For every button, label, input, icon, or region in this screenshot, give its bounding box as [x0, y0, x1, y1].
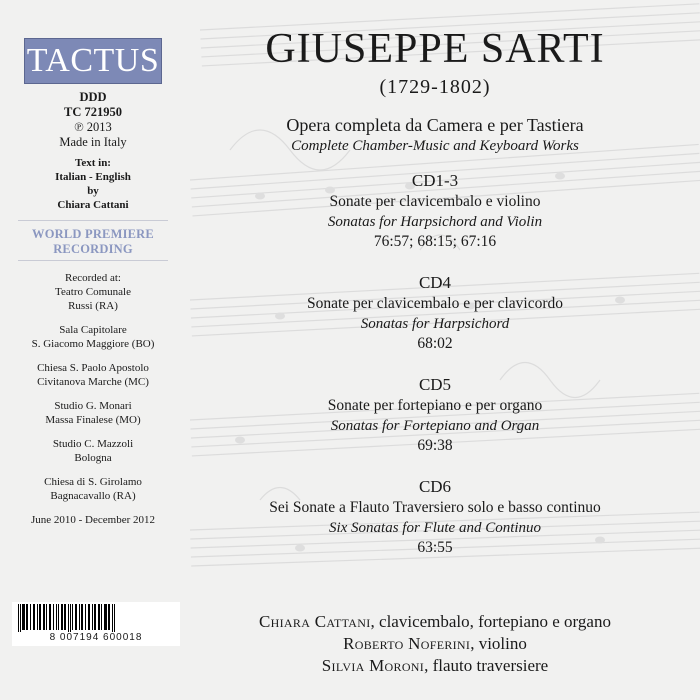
- performer: [180, 633, 690, 655]
- cd-description-english: Sonatas for Fortepiano and Organ: [330, 418, 540, 434]
- barcode-bar: [72, 604, 73, 630]
- venue-item: [10, 399, 176, 427]
- main-content: [180, 26, 690, 558]
- cd-description-english: Sonatas for Harpsichord: [360, 316, 510, 332]
- venue-item: [10, 437, 176, 465]
- performer-role: , clavicembalo, fortepiano e organo: [370, 612, 611, 631]
- venue-item: [10, 271, 176, 313]
- ddd-label: DDD: [79, 90, 107, 104]
- venue-line: Chiesa S. Paolo Apostolo: [37, 362, 149, 374]
- tactus-logo: TACTUS: [24, 38, 162, 84]
- barcode-bar: [18, 604, 19, 632]
- phonogram-copyright: ℗ 2013: [74, 120, 112, 134]
- text-author: Chiara Cattani: [57, 199, 129, 211]
- venue-line: Russi (RA): [68, 300, 118, 312]
- barcode-bar: [112, 604, 113, 632]
- venue-line: Civitanova Marche (MC): [37, 376, 149, 388]
- barcode-bar: [75, 604, 77, 630]
- performer: [180, 655, 690, 677]
- by-label: by: [87, 185, 99, 197]
- venue-line: Chiesa di S. Girolamo: [44, 476, 142, 488]
- venue-line: Sala Capitolare: [59, 324, 127, 336]
- performer-role: , flauto traversiere: [424, 656, 549, 675]
- barcode-bar: [81, 604, 83, 630]
- venue-line: Massa Finalese (MO): [45, 414, 141, 426]
- cd-duration: 68:02: [417, 335, 453, 352]
- venue-item: [10, 361, 176, 389]
- performer-role: , violino: [470, 634, 527, 653]
- barcode-bar: [104, 604, 107, 630]
- venue-line: Studio C. Mazzoli: [52, 438, 134, 450]
- barcode-bar: [53, 604, 54, 630]
- barcode: [12, 602, 180, 646]
- recording-venues: [10, 271, 176, 503]
- cd-description-italian: Sonate per clavicembalo e violino: [329, 193, 541, 210]
- venue-line: Bagnacavallo (RA): [50, 490, 136, 502]
- cd-title: CD5: [418, 375, 452, 394]
- text-languages: Italian - English: [55, 171, 131, 183]
- composer-dates: (1729-1802): [379, 76, 491, 98]
- barcode-bar: [58, 604, 59, 630]
- cd-description-italian: Sonate per fortepiano e per organo: [327, 397, 543, 414]
- cd-title: CD1-3: [411, 171, 459, 190]
- barcode-bar: [20, 604, 21, 632]
- venue-line: S. Giacomo Maggiore (BO): [31, 338, 155, 350]
- cd-description-english: Sonatas for Harpsichord and Violin: [327, 214, 543, 230]
- barcode-bar: [114, 604, 115, 632]
- barcode-bar: [79, 604, 80, 630]
- barcode-bar: [49, 604, 51, 630]
- barcode-bar: [22, 604, 25, 630]
- cd-duration: 63:55: [417, 539, 453, 556]
- barcode-bar: [85, 604, 86, 630]
- performer: [180, 611, 690, 633]
- barcode-bar: [33, 604, 35, 630]
- barcode-bar: [108, 604, 110, 630]
- barcode-bar: [88, 604, 90, 630]
- barcode-bar: [98, 604, 100, 630]
- cd-description-english: Six Sonatas for Flute and Continuo: [328, 520, 542, 536]
- divider: [18, 220, 168, 221]
- barcode-bar: [92, 604, 93, 630]
- cd-section: [180, 170, 690, 252]
- cd-title: CD4: [418, 273, 452, 292]
- made-in: Made in Italy: [59, 135, 127, 149]
- cd-duration: 76:57; 68:15; 67:16: [373, 233, 497, 250]
- world-premiere-line2: RECORDING: [53, 242, 133, 256]
- barcode-bar: [30, 604, 31, 630]
- barcode-bar: [43, 604, 45, 630]
- cd-description-italian: Sonate per clavicembalo e per clavicordo: [306, 295, 564, 312]
- barcode-bars: [12, 602, 180, 632]
- venue-line: Teatro Comunale: [55, 286, 131, 298]
- barcode-bar: [101, 604, 102, 630]
- cd-section: [180, 476, 690, 558]
- barcode-bar: [46, 604, 47, 630]
- cd-section: [180, 272, 690, 354]
- barcode-bar: [56, 604, 57, 630]
- catalog-number: TC 721950: [64, 105, 122, 119]
- barcode-bar: [26, 604, 28, 630]
- recording-period: June 2010 - December 2012: [30, 514, 156, 526]
- performer-name: Silvia Moroni: [321, 656, 425, 675]
- barcode-bar: [37, 604, 38, 630]
- cd-title: CD6: [418, 477, 452, 496]
- work-title-italian: Opera completa da Camera e per Tastiera: [286, 115, 584, 135]
- barcode-bar: [39, 604, 41, 630]
- world-premiere-badge: [10, 227, 176, 257]
- cd-description-italian: Sei Sonate a Flauto Traversiero solo e basso continuo: [269, 499, 601, 516]
- work-title-english: Complete Chamber-Music and Keyboard Works: [291, 138, 579, 154]
- cd-section: [180, 374, 690, 456]
- venue-item: [10, 323, 176, 351]
- cd-duration: 69:38: [417, 437, 453, 454]
- barcode-bar: [70, 604, 71, 632]
- barcode-bar: [94, 604, 96, 630]
- barcode-bar: [61, 604, 63, 630]
- label-info-column: [10, 38, 176, 527]
- venue-item: [10, 475, 176, 503]
- world-premiere-line1: WORLD PREMIERE: [32, 227, 154, 241]
- venue-line: Recorded at:: [65, 272, 121, 284]
- barcode-number: 8 007194 600018: [49, 632, 143, 643]
- venue-line: Studio G. Monari: [54, 400, 132, 412]
- barcode-bar: [68, 604, 69, 632]
- performers-list: [180, 611, 690, 677]
- venue-line: Bologna: [74, 452, 112, 464]
- divider: [18, 260, 168, 261]
- text-in-label: Text in:: [75, 157, 111, 169]
- composer-name: GIUSEPPE SARTI: [265, 26, 605, 72]
- performer-name: Roberto Noferini: [343, 634, 471, 653]
- barcode-bar: [64, 604, 66, 630]
- performer-name: Chiara Cattani: [259, 612, 371, 631]
